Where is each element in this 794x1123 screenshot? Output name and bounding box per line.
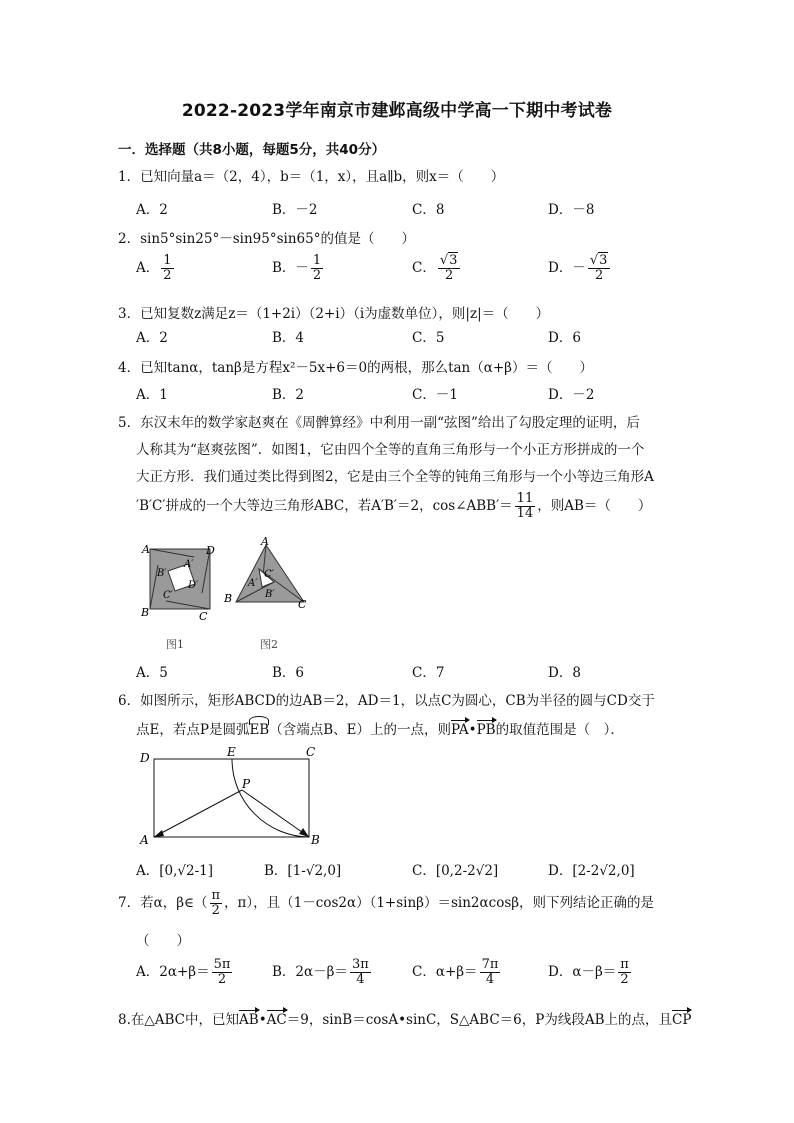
q8-stem-mid: ＝9，sinB＝cosA•sinC，S△ABC＝6，P为线段AB上的点，且 <box>286 1012 673 1028</box>
q1-option-c[interactable]: C．8 <box>412 202 445 218</box>
q3-option-a[interactable]: A．2 <box>136 330 168 346</box>
q7-option-c-den: 4 <box>485 972 495 987</box>
q7-option-a-label: A．2α+β＝ <box>136 964 210 980</box>
q7-option-d-den: 2 <box>620 972 629 987</box>
q5-option-b[interactable]: B．6 <box>272 665 305 681</box>
q5-line-2: 人称其为“赵爽弦图”．如图1，它由四个全等的直角三角形与一个小正方形拼成的一个 <box>136 442 645 458</box>
q4-option-d[interactable]: D．－2 <box>548 387 595 403</box>
fig1-label-b-prime: B′ <box>157 568 167 579</box>
fig1-label-d-prime: D′ <box>188 580 199 591</box>
arc-eb: EB <box>249 722 270 738</box>
fig2-label-c-prime: C′ <box>264 569 274 580</box>
section-heading: 一．选择题（共8小题，每题5分，共40分） <box>118 142 386 158</box>
q7-line-1-text: 7．若α，β∈（ <box>118 895 208 911</box>
q8-stem-text: 8.在△ABC中，已知 <box>118 1012 240 1028</box>
q5-line-4 <box>136 492 651 521</box>
fig1-label-b: B <box>141 606 150 619</box>
q6-option-d[interactable]: D．[2-2√2,0] <box>548 863 635 879</box>
q4-option-a[interactable]: A．1 <box>136 387 168 403</box>
q4-option-c[interactable]: C．－1 <box>412 387 458 403</box>
fig1-label-c-prime: C′ <box>163 590 173 601</box>
q5-line-3: 大正方形．我们通过类比得到图2，它是由三个全等的钝角三角形与一个小等边三角形A <box>136 469 654 485</box>
q1-option-b[interactable]: B．－2 <box>272 202 318 218</box>
q3-option-b[interactable]: B．4 <box>272 330 305 346</box>
q7-option-b-den: 4 <box>356 972 365 987</box>
q3-option-d[interactable]: D．6 <box>548 330 581 346</box>
fig2-label-b: B <box>224 592 233 605</box>
q2-option-b-label: B．－ <box>272 260 309 276</box>
q7-option-d-label: D．α－β＝ <box>548 964 617 980</box>
fig1-label-d: D <box>206 544 215 557</box>
dot-operator: • <box>468 722 477 738</box>
page-title: 2022-2023学年南京市建邺高级中学高一下期中考试卷 <box>181 101 613 121</box>
q5-line-1: 5．东汉末年的数学家赵爽在《周髀算经》中利用一副“弦图”给出了勾股定理的证明，后 <box>118 415 640 431</box>
q7-option-a-den: 2 <box>217 972 227 987</box>
q6-line-1: 6．如图所示，矩形ABCD的边AB＝2，AD＝1，以点C为圆心，CB为半径的圆与CD交于 <box>118 693 655 709</box>
fig1-caption: 图1 <box>166 638 184 651</box>
vector-ac: AC <box>266 1012 287 1028</box>
q2-option-c[interactable]: C． $\frac{√3}{2}$ <box>412 254 462 283</box>
fig2-label-a-prime: A′ <box>248 578 258 589</box>
q5-option-d[interactable]: D．8 <box>548 665 581 681</box>
q6-rectangle-figure <box>136 744 336 846</box>
q7-option-b-label: B．2α－β＝ <box>272 964 348 980</box>
fig6-label-p: P <box>242 777 251 791</box>
q7-option-a[interactable] <box>136 958 234 987</box>
fig6-label-a: A <box>140 833 149 846</box>
fig6-label-d: D <box>140 751 150 765</box>
vector-pa: PA <box>451 722 469 738</box>
fig6-label-e: E <box>227 745 236 759</box>
q5-option-c[interactable]: C．7 <box>412 665 445 681</box>
q7-option-c[interactable] <box>412 958 502 987</box>
q7-option-c-label: C．α+β＝ <box>412 964 478 980</box>
q2-option-d[interactable]: D．－ $\frac{√3}{2}$ <box>548 254 612 283</box>
q6-line-2-tail: 的取值范围是（ ）． <box>495 722 624 738</box>
q2-option-b[interactable]: B．－ $\frac{1}{2}$ <box>272 253 322 283</box>
q5-line-4-text: ′B′C′拼成的一个大等边三角形ABC，若A′B′＝2，cos∠ABB′＝ <box>136 498 513 514</box>
zhao-shuang-figure-1 <box>140 543 215 623</box>
q2-option-c-label: C． <box>412 260 436 276</box>
q5-frac-den: 14 <box>516 506 534 521</box>
zhao-shuang-figure-2 <box>223 536 307 611</box>
fig1-label-c: C <box>199 610 208 623</box>
q3-option-c[interactable]: C．5 <box>412 330 445 346</box>
q2-option-a[interactable]: A． $\frac{1}{2}$ <box>136 253 172 283</box>
q7-option-c-num: 7π <box>481 957 499 972</box>
q8-stem <box>118 1008 691 1028</box>
q7-option-b[interactable] <box>272 958 373 987</box>
q7-line-1 <box>118 889 654 918</box>
q6-line-2 <box>136 718 624 738</box>
q6-option-c[interactable]: C．[0,2-2√2] <box>412 863 499 879</box>
q5-line-4-tail: ，则AB＝（ ） <box>537 498 652 514</box>
q5-option-a[interactable]: A．5 <box>136 665 168 681</box>
fig2-label-b-prime: B′ <box>265 589 275 600</box>
q3-stem: 3．已知复数z满足z＝（1+2i）（2+i）（i为虚数单位），则|z|＝（ ） <box>118 306 550 322</box>
q7-pi-den: 2 <box>211 903 220 918</box>
fig2-caption: 图2 <box>260 638 278 651</box>
vector-ab: AB <box>239 1012 259 1028</box>
q1-option-a[interactable]: A．2 <box>136 202 168 218</box>
q7-option-d[interactable] <box>548 958 633 987</box>
q6-line-2-mid: （含端点B、E）上的一点，则 <box>269 722 452 738</box>
fig6-label-c: C <box>306 745 316 759</box>
q7-option-a-num: 5π <box>213 957 231 972</box>
fig2-label-c: C <box>298 598 307 611</box>
q4-option-b[interactable]: B．2 <box>272 387 305 403</box>
q5-figures <box>138 536 318 656</box>
q1-stem: 1．已知向量a＝（2，4），b＝（1，x），且a∥b，则x＝（ ） <box>118 169 505 185</box>
fig2-label-a: A <box>261 536 269 548</box>
vector-pb: PB <box>476 722 496 738</box>
q1-option-d[interactable]: D．－8 <box>548 202 595 218</box>
fig1-label-a-prime: A′ <box>184 559 194 570</box>
fig6-label-b: B <box>311 833 320 846</box>
q2-option-d-label: D．－ <box>548 260 586 276</box>
q2-stem: 2．sin5°sin25°－sin95°sin65°的值是（ ） <box>118 231 415 247</box>
q6-option-a[interactable]: A．[0,√2-1] <box>136 863 214 879</box>
q6-option-b[interactable]: B．[1-√2,0] <box>264 863 342 879</box>
q5-frac-num: 11 <box>516 491 534 506</box>
fig1-label-a: A <box>142 543 150 556</box>
q7-pi-num: π <box>211 888 221 903</box>
q2-option-a-label: A． <box>136 260 160 276</box>
q7-option-d-num: π <box>620 957 629 972</box>
q7-line-1-tail: ，π），且（1－cos2α）（1+sinβ）＝sin2αcosβ，则下列结论正确的是 <box>224 895 655 911</box>
vector-cp: CP <box>672 1012 692 1028</box>
q7-option-b-num: 3π <box>351 957 369 972</box>
q6-line-2-text: 点E，若点P是圆弧 <box>136 722 250 738</box>
q7-line-2: （ ） <box>136 933 190 949</box>
q8-dot: • <box>258 1012 267 1028</box>
q4-stem: 4．已知tanα，tanβ是方程x²－5x+6＝0的两根，那么tan（α+β）＝（ ） <box>118 360 593 376</box>
